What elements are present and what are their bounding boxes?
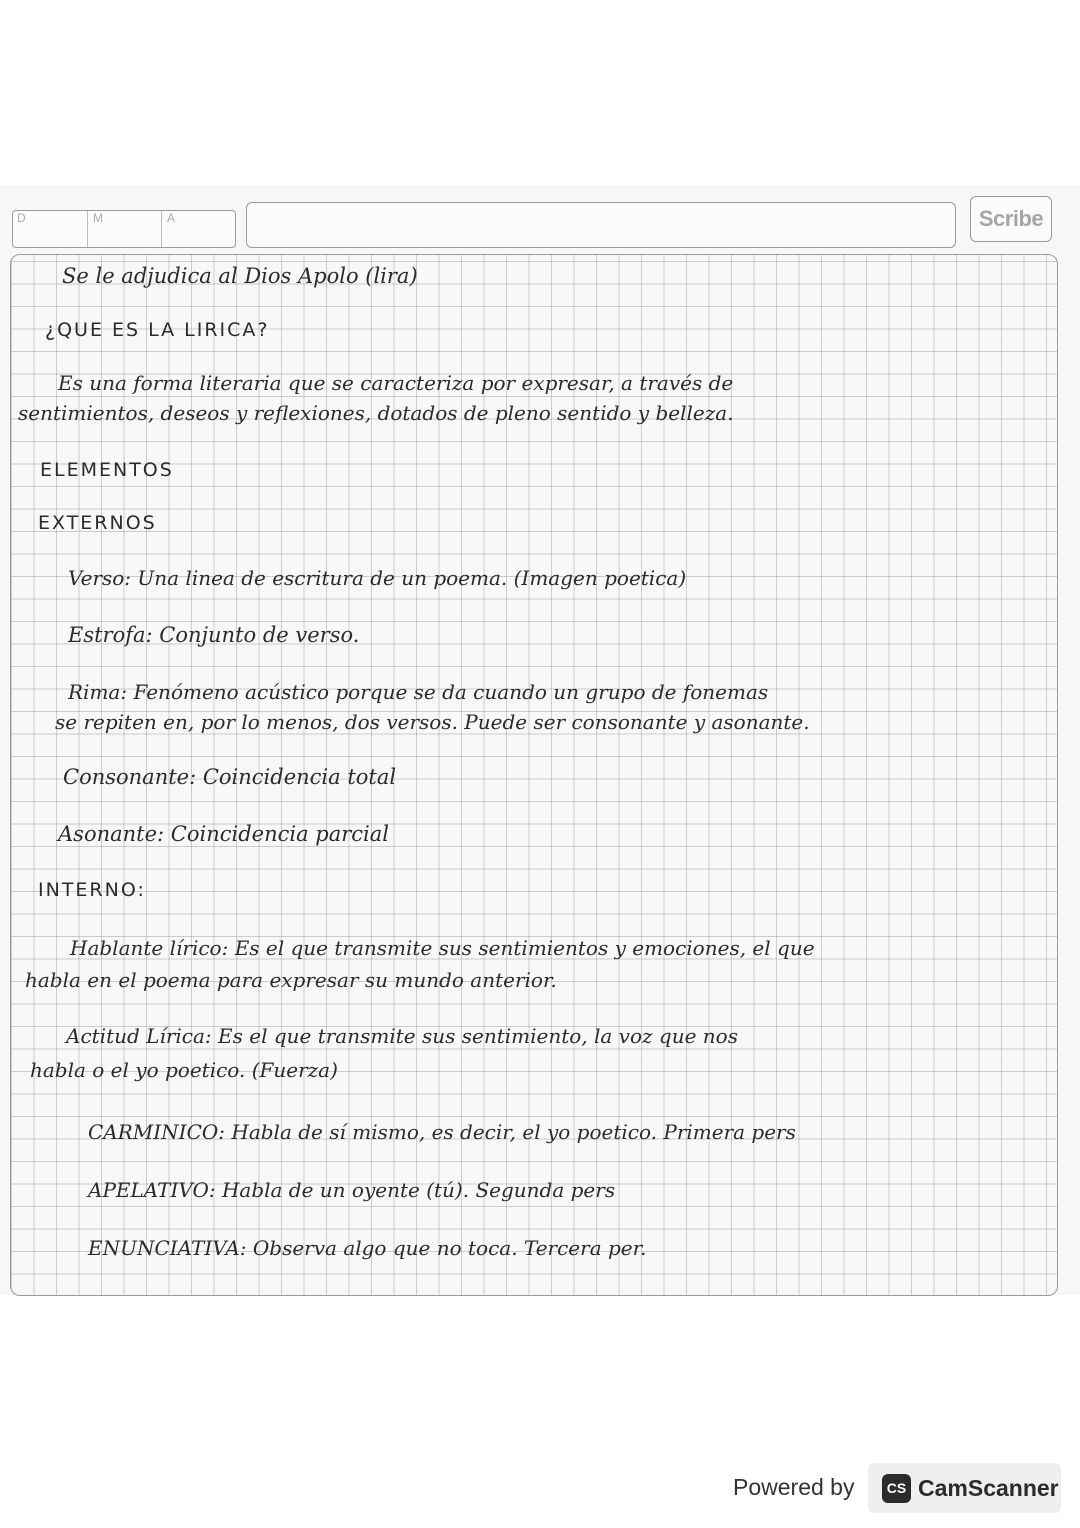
note-rima-line2: se repiten en, por lo menos, dos versos. Puede ser consonante y asonante. bbox=[55, 710, 810, 734]
note-asonante: Asonante: Coincidencia parcial bbox=[58, 822, 389, 846]
note-hablante-line1: Hablante lírico: Es el que transmite sus sentimientos y emociones, el que bbox=[70, 936, 815, 960]
date-box bbox=[12, 210, 236, 248]
date-year-label: A bbox=[167, 211, 176, 225]
note-line-apolo: Se le adjudica al Dios Apolo (lira) bbox=[62, 264, 418, 288]
note-definition-line1: Es una forma literaria que se caracteriza por expresar, a través de bbox=[58, 371, 734, 395]
note-externos-heading: EXTERNOS bbox=[38, 512, 157, 534]
title-box bbox=[246, 202, 956, 248]
note-estrofa: Estrofa: Conjunto de verso. bbox=[68, 623, 360, 647]
camscanner-name: CamScanner bbox=[918, 1475, 1059, 1501]
date-month-label: M bbox=[93, 211, 103, 225]
note-hablante-line2: habla en el poema para expresar su mundo anterior. bbox=[25, 968, 557, 992]
note-interno-heading: INTERNO: bbox=[38, 879, 146, 901]
camscanner-icon: CS bbox=[882, 1474, 911, 1503]
note-actitud-line1: Actitud Lírica: Es el que transmite sus sentimiento, la voz que nos bbox=[66, 1024, 738, 1048]
note-elementos-heading: ELEMENTOS bbox=[40, 459, 174, 481]
note-rima-line1: Rima: Fenómeno acústico porque se da cuando un grupo de fonemas bbox=[68, 680, 769, 704]
note-question-heading: ¿QUE ES LA LIRICA? bbox=[45, 319, 270, 341]
date-divider bbox=[87, 211, 88, 247]
note-enunciativa: ENUNCIATIVA: Observa algo que no toca. Tercera per. bbox=[88, 1236, 647, 1260]
note-definition-line2: sentimientos, deseos y reflexiones, dotados de pleno sentido y belleza. bbox=[18, 401, 734, 425]
scribe-logo: Scribe bbox=[970, 196, 1052, 242]
powered-by-label: Powered by bbox=[733, 1474, 855, 1500]
note-actitud-line2: habla o el yo poetico. (Fuerza) bbox=[30, 1058, 338, 1082]
note-apelativo: APELATIVO: Habla de un oyente (tú). Segunda pers bbox=[88, 1178, 616, 1202]
date-divider bbox=[161, 211, 162, 247]
date-day-label: D bbox=[17, 211, 26, 225]
note-verso: Verso: Una linea de escritura de un poema. (Imagen poetica) bbox=[68, 566, 687, 590]
note-consonante: Consonante: Coincidencia total bbox=[63, 765, 397, 789]
camscanner-badge bbox=[868, 1463, 1061, 1513]
note-carminico: CARMINICO: Habla de sí mismo, es decir, el yo poetico. Primera pers bbox=[88, 1120, 796, 1144]
